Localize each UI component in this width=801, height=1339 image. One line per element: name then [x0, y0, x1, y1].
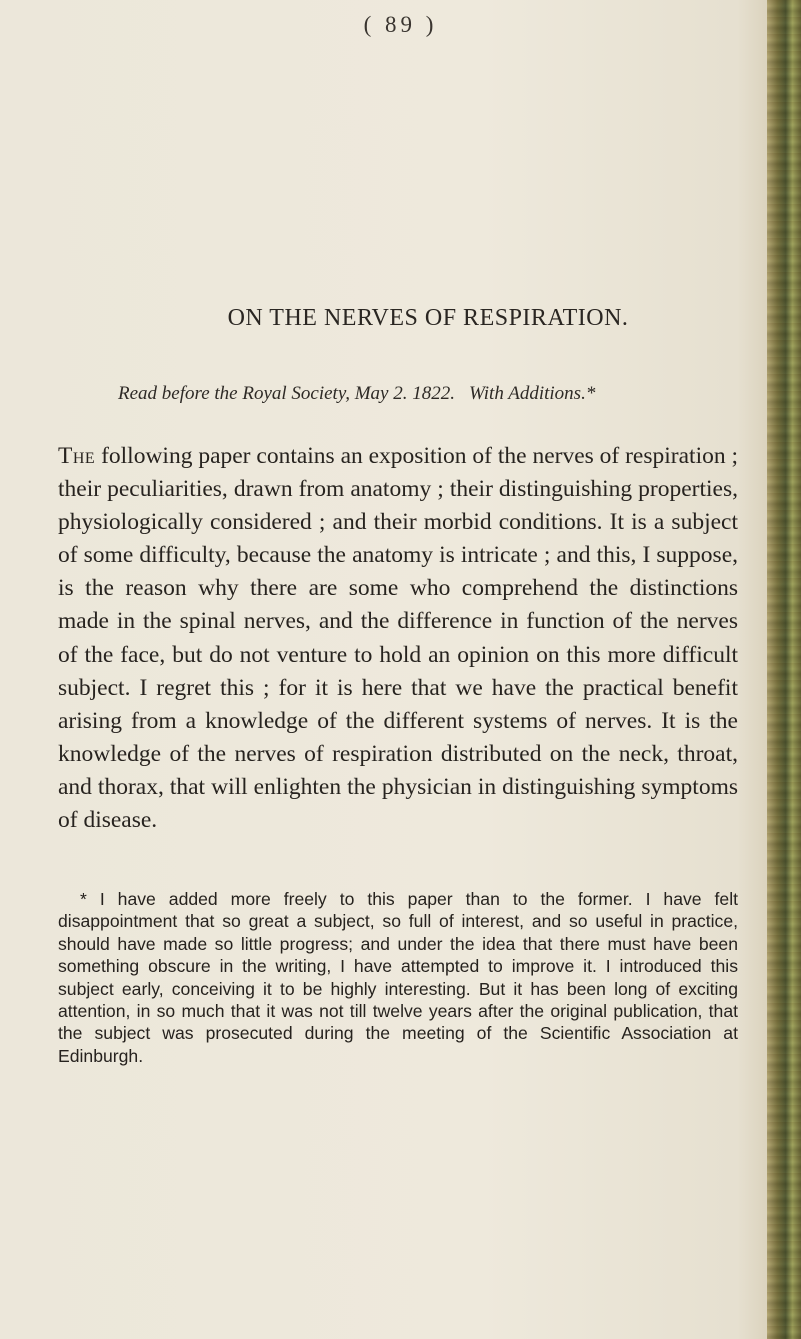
additions-note: With Additions.* [468, 383, 596, 404]
footnote-text: I have added more freely to this paper than to the former. I have felt disappointment that so great a subject, so full of interest, and so useful in practice, should have made so little progress; and under the idea that there must have been something obscure in the writing, I have attempted to improve it. I introduced this subject early, conceiving it to be highly interesting. But it has been long of exciting attention, in so much that it was not till twelve years after the original publication, that the subject was prosecuted during the meeting of the Scientific Association at Edinburgh. [58, 889, 739, 1066]
chapter-title: ON THE NERVES OF RESPIRATION. [227, 305, 629, 331]
drop-word: The [58, 443, 96, 469]
book-binding-edge [767, 0, 801, 1339]
read-before-note: Read before the Royal Society, May 2. 1822. [118, 383, 455, 404]
chapter-subtitle [118, 383, 738, 405]
page-number: ( 89 ) [363, 12, 438, 37]
footnote [58, 888, 738, 1067]
paragraph-text: following paper contains an exposition of the nerves of respiration ; their peculiarities, drawn from anatomy ; their distinguishing properties, physiologically considered ; and their morbid conditions. It is a subject of some difficulty, because the anatomy is intricate ; and this, I suppose, is the reason why there are some who comprehend the distinctions made in the spinal nerves, and the difference in function of the nerves of the face, but do not venture to hold an opinion on this more difficult subject. I regret this ; for it is here that we have the practical benefit arising from a knowledge of the different systems of nerves. It is the knowledge of the nerves of respiration distributed on the neck, throat, and thorax, that will enlighten the physician in distinguishing symptoms of disease. [58, 443, 739, 834]
body-paragraph [58, 440, 738, 837]
footnote-marker: * [80, 889, 87, 909]
